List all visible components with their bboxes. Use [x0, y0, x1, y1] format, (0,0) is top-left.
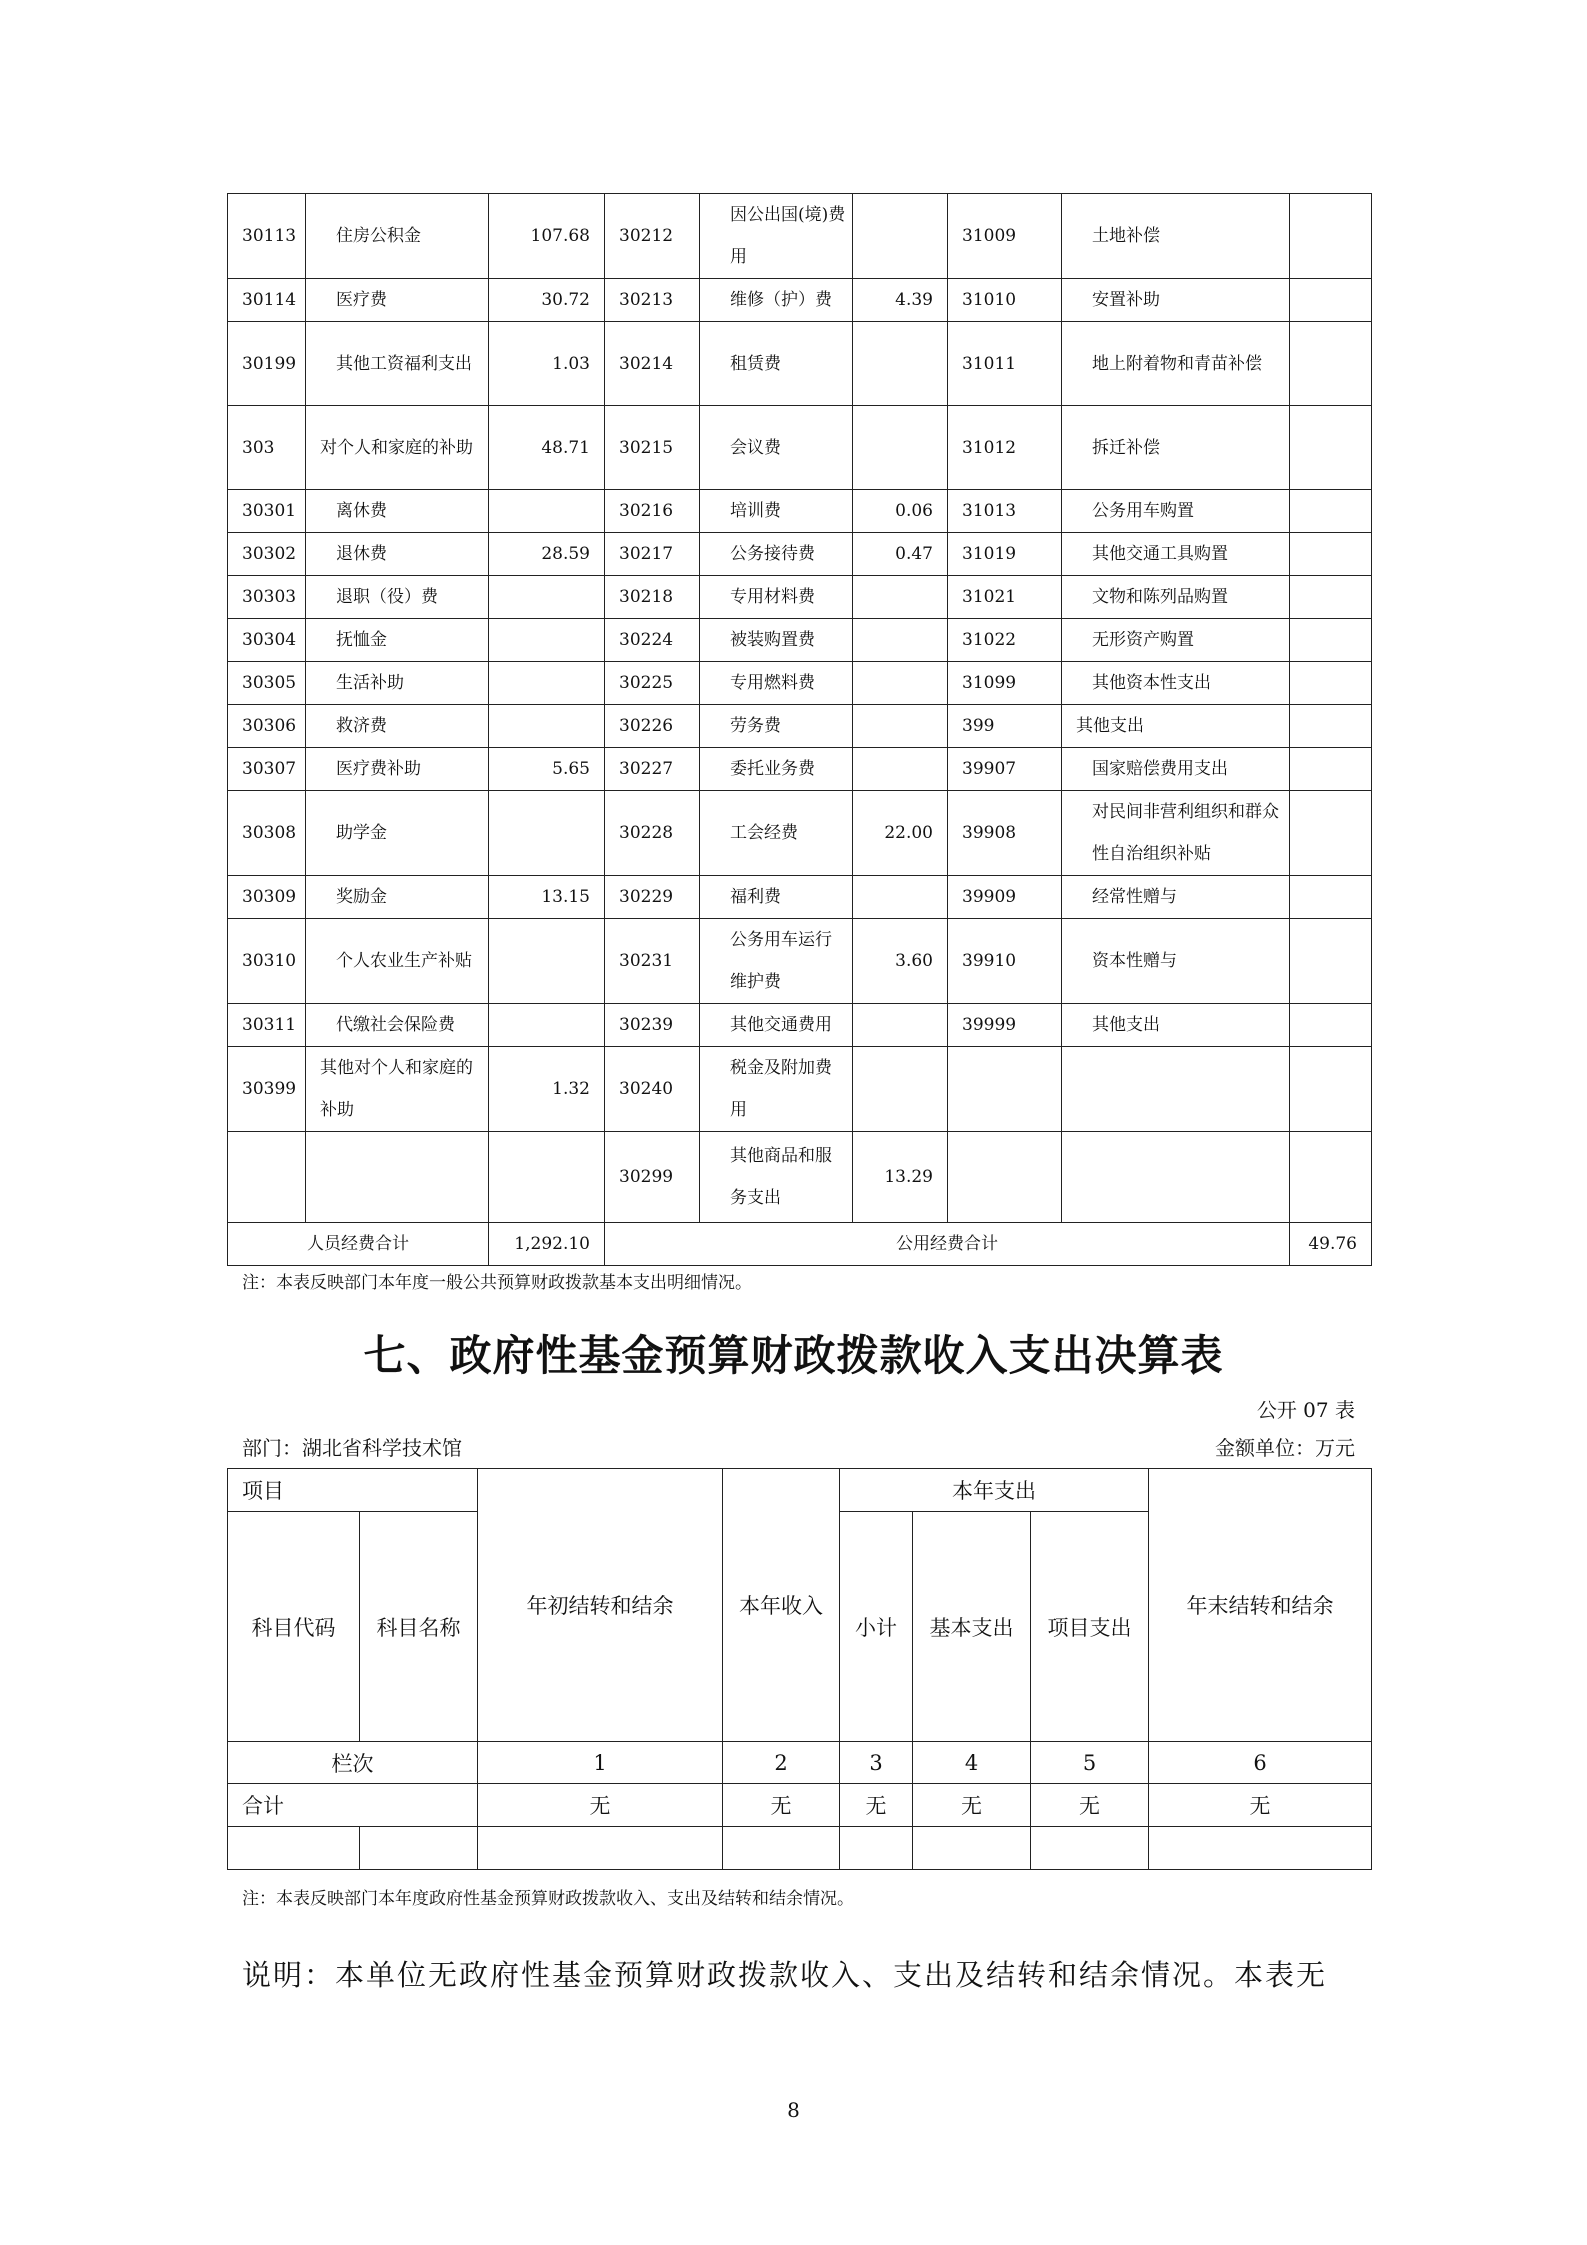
table-row	[228, 919, 1372, 1004]
subject-name-cell: 医疗费	[306, 279, 489, 322]
amount-cell	[1290, 322, 1372, 406]
subject-code-cell: 30303	[228, 576, 306, 619]
subject-name-cell: 租赁费	[700, 322, 853, 406]
empty-cell	[1031, 1827, 1149, 1870]
subject-name-cell: 退休费	[306, 533, 489, 576]
subject-code-cell: 30308	[228, 791, 306, 876]
amount-cell: 1.32	[489, 1047, 605, 1132]
amount-cell	[1290, 748, 1372, 791]
subject-code-cell: 30305	[228, 662, 306, 705]
subject-code-cell: 31019	[948, 533, 1062, 576]
subject-name-cell: 公务用车运行维护费	[700, 919, 853, 1004]
subject-code-cell: 30399	[228, 1047, 306, 1132]
subject-name-cell: 退职（役）费	[306, 576, 489, 619]
subject-code-cell: 30213	[605, 279, 700, 322]
header-opening: 年初结转和结余	[478, 1469, 723, 1742]
table-row	[228, 791, 1372, 876]
table-row	[228, 1047, 1372, 1132]
table-row	[228, 533, 1372, 576]
amount-cell: 30.72	[489, 279, 605, 322]
column-number-row	[228, 1742, 1372, 1784]
column-number: 1	[478, 1742, 723, 1784]
column-number: 3	[840, 1742, 913, 1784]
table-row	[228, 876, 1372, 919]
subject-code-cell: 30307	[228, 748, 306, 791]
amount-cell	[1290, 1132, 1372, 1223]
subject-name-cell: 无形资产购置	[1062, 619, 1290, 662]
total-row	[228, 1223, 1372, 1266]
column-number: 4	[913, 1742, 1031, 1784]
amount-cell	[489, 705, 605, 748]
subject-name-cell	[1062, 1047, 1290, 1132]
column-number: 5	[1031, 1742, 1149, 1784]
total-value: 无	[723, 1784, 840, 1827]
header-income: 本年收入	[723, 1469, 840, 1742]
amount-cell	[489, 619, 605, 662]
subject-code-cell: 39909	[948, 876, 1062, 919]
subject-code-cell: 30309	[228, 876, 306, 919]
department-label: 部门：湖北省科学技术馆	[242, 1436, 462, 1460]
subject-name-cell: 福利费	[700, 876, 853, 919]
subject-code-cell: 30114	[228, 279, 306, 322]
table-row	[228, 662, 1372, 705]
subject-name-cell: 其他资本性支出	[1062, 662, 1290, 705]
total-value: 无	[478, 1784, 723, 1827]
amount-cell	[1290, 406, 1372, 490]
table-number: 公开 07 表	[1256, 1398, 1355, 1422]
subject-code-cell: 31099	[948, 662, 1062, 705]
amount-cell	[853, 876, 948, 919]
subject-code-cell: 31013	[948, 490, 1062, 533]
subject-name-cell: 离休费	[306, 490, 489, 533]
column-number: 6	[1149, 1742, 1372, 1784]
table-row	[228, 322, 1372, 406]
subject-name-cell: 专用燃料费	[700, 662, 853, 705]
amount-cell	[853, 1004, 948, 1047]
amount-cell	[489, 1132, 605, 1223]
amount-cell	[853, 194, 948, 279]
amount-cell: 13.15	[489, 876, 605, 919]
header-name: 科目名称	[360, 1512, 478, 1742]
subject-name-cell: 其他支出	[1062, 705, 1290, 748]
personnel-total-label: 人员经费合计	[228, 1223, 489, 1266]
subject-code-cell: 30199	[228, 322, 306, 406]
subject-name-cell: 住房公积金	[306, 194, 489, 279]
empty-cell	[478, 1827, 723, 1870]
amount-cell	[853, 705, 948, 748]
empty-cell	[360, 1827, 478, 1870]
header-item: 项目	[228, 1469, 478, 1512]
subject-code-cell: 30301	[228, 490, 306, 533]
total-label: 合计	[228, 1784, 478, 1827]
amount-cell: 3.60	[853, 919, 948, 1004]
table-row	[228, 705, 1372, 748]
amount-cell	[489, 662, 605, 705]
header-subtotal: 小计	[840, 1512, 913, 1742]
empty-cell	[1149, 1827, 1372, 1870]
subject-code-cell: 30217	[605, 533, 700, 576]
amount-cell: 48.71	[489, 406, 605, 490]
subject-name-cell: 代缴社会保险费	[306, 1004, 489, 1047]
empty-cell	[840, 1827, 913, 1870]
total-value: 无	[840, 1784, 913, 1827]
subject-name-cell: 劳务费	[700, 705, 853, 748]
table-row	[228, 194, 1372, 279]
column-number: 2	[723, 1742, 840, 1784]
subject-name-cell: 奖励金	[306, 876, 489, 919]
subject-code-cell	[228, 1132, 306, 1223]
amount-cell	[853, 576, 948, 619]
table-row	[228, 490, 1372, 533]
subject-code-cell: 30299	[605, 1132, 700, 1223]
subject-name-cell: 其他对个人和家庭的补助	[306, 1047, 489, 1132]
amount-cell	[853, 406, 948, 490]
subject-code-cell: 30214	[605, 322, 700, 406]
subject-name-cell: 其他交通工具购置	[1062, 533, 1290, 576]
page-number: 8	[787, 2098, 800, 2122]
subject-name-cell: 拆迁补偿	[1062, 406, 1290, 490]
amount-cell: 13.29	[853, 1132, 948, 1223]
subject-name-cell: 专用材料费	[700, 576, 853, 619]
amount-cell	[489, 1004, 605, 1047]
subject-name-cell: 其他商品和服务支出	[700, 1132, 853, 1223]
subject-name-cell: 因公出国(境)费用	[700, 194, 853, 279]
subject-name-cell: 培训费	[700, 490, 853, 533]
subject-code-cell: 31012	[948, 406, 1062, 490]
header-project: 项目支出	[1031, 1512, 1149, 1742]
subject-code-cell: 39908	[948, 791, 1062, 876]
amount-cell	[853, 662, 948, 705]
subject-code-cell: 30306	[228, 705, 306, 748]
total-value: 无	[1031, 1784, 1149, 1827]
table-row	[228, 406, 1372, 490]
amount-cell	[1290, 619, 1372, 662]
subject-name-cell: 维修（护）费	[700, 279, 853, 322]
subject-code-cell: 30218	[605, 576, 700, 619]
table-row	[228, 748, 1372, 791]
subject-code-cell: 399	[948, 705, 1062, 748]
subject-name-cell	[306, 1132, 489, 1223]
subject-code-cell: 30310	[228, 919, 306, 1004]
header-code: 科目代码	[228, 1512, 360, 1742]
explanation-text: 说明：本单位无政府性基金预算财政拨款收入、支出及结转和结余情况。本表无	[242, 1958, 1328, 1992]
public-total-value: 49.76	[1290, 1223, 1372, 1266]
empty-cell	[228, 1827, 360, 1870]
subject-code-cell: 30212	[605, 194, 700, 279]
table-row	[228, 1132, 1372, 1223]
subject-name-cell: 土地补偿	[1062, 194, 1290, 279]
amount-cell: 0.47	[853, 533, 948, 576]
amount-cell	[489, 576, 605, 619]
subject-code-cell: 30226	[605, 705, 700, 748]
subject-code-cell: 30227	[605, 748, 700, 791]
table-row	[228, 279, 1372, 322]
total-value: 无	[1149, 1784, 1372, 1827]
section-title: 七、政府性基金预算财政拨款收入支出决算表	[363, 1331, 1224, 1380]
amount-cell: 0.06	[853, 490, 948, 533]
subject-code-cell: 39999	[948, 1004, 1062, 1047]
subject-name-cell: 国家赔偿费用支出	[1062, 748, 1290, 791]
amount-cell: 28.59	[489, 533, 605, 576]
header-expense: 本年支出	[840, 1469, 1149, 1512]
subject-name-cell: 对个人和家庭的补助	[306, 406, 489, 490]
subject-name-cell: 经常性赠与	[1062, 876, 1290, 919]
subject-name-cell: 对民间非营利组织和群众性自治组织补贴	[1062, 791, 1290, 876]
public-total-label: 公用经费合计	[605, 1223, 1290, 1266]
amount-cell	[853, 748, 948, 791]
subject-code-cell: 30224	[605, 619, 700, 662]
amount-cell	[853, 1047, 948, 1132]
subject-code-cell: 30240	[605, 1047, 700, 1132]
subject-name-cell: 税金及附加费用	[700, 1047, 853, 1132]
subject-name-cell: 救济费	[306, 705, 489, 748]
subject-code-cell: 31022	[948, 619, 1062, 662]
subject-name-cell: 其他支出	[1062, 1004, 1290, 1047]
amount-cell	[1290, 576, 1372, 619]
amount-cell	[853, 322, 948, 406]
amount-cell	[1290, 919, 1372, 1004]
amount-cell	[1290, 791, 1372, 876]
grand-total-row	[228, 1784, 1372, 1827]
amount-cell	[489, 919, 605, 1004]
subject-code-cell: 30113	[228, 194, 306, 279]
personnel-total-value: 1,292.10	[489, 1223, 605, 1266]
subject-code-cell: 30216	[605, 490, 700, 533]
table-note: 注：本表反映部门本年度一般公共预算财政拨款基本支出明细情况。	[242, 1273, 752, 1293]
amount-cell: 22.00	[853, 791, 948, 876]
unit-label: 金额单位：万元	[1215, 1436, 1355, 1460]
subject-name-cell: 地上附着物和青苗补偿	[1062, 322, 1290, 406]
amount-cell: 5.65	[489, 748, 605, 791]
amount-cell	[1290, 490, 1372, 533]
table-row	[228, 576, 1372, 619]
subject-name-cell: 生活补助	[306, 662, 489, 705]
table-row	[228, 1004, 1372, 1047]
amount-cell	[1290, 279, 1372, 322]
header-closing: 年末结转和结余	[1149, 1469, 1372, 1742]
subject-code-cell: 30302	[228, 533, 306, 576]
subject-code-cell: 39910	[948, 919, 1062, 1004]
subject-code-cell: 303	[228, 406, 306, 490]
amount-cell	[853, 619, 948, 662]
amount-cell	[1290, 876, 1372, 919]
header-basic: 基本支出	[913, 1512, 1031, 1742]
amount-cell	[1290, 1047, 1372, 1132]
expenditure-detail-table	[227, 193, 1372, 1266]
subject-code-cell: 31009	[948, 194, 1062, 279]
amount-cell	[1290, 705, 1372, 748]
subject-code-cell: 30228	[605, 791, 700, 876]
subject-name-cell: 助学金	[306, 791, 489, 876]
empty-row	[228, 1827, 1372, 1870]
empty-cell	[913, 1827, 1031, 1870]
subject-name-cell: 公务用车购置	[1062, 490, 1290, 533]
subject-name-cell: 其他交通费用	[700, 1004, 853, 1047]
subject-name-cell: 个人农业生产补贴	[306, 919, 489, 1004]
subject-name-cell: 抚恤金	[306, 619, 489, 662]
amount-cell: 4.39	[853, 279, 948, 322]
fund-budget-table	[227, 1468, 1372, 1870]
subject-code-cell: 31021	[948, 576, 1062, 619]
subject-code-cell: 30311	[228, 1004, 306, 1047]
amount-cell	[489, 490, 605, 533]
subject-code-cell	[948, 1047, 1062, 1132]
amount-cell	[1290, 1004, 1372, 1047]
subject-code-cell: 39907	[948, 748, 1062, 791]
subject-name-cell: 文物和陈列品购置	[1062, 576, 1290, 619]
subject-name-cell: 医疗费补助	[306, 748, 489, 791]
subject-name-cell	[1062, 1132, 1290, 1223]
empty-cell	[723, 1827, 840, 1870]
amount-cell	[1290, 662, 1372, 705]
amount-cell	[1290, 194, 1372, 279]
subject-name-cell: 委托业务费	[700, 748, 853, 791]
subject-code-cell: 30239	[605, 1004, 700, 1047]
subject-name-cell: 工会经费	[700, 791, 853, 876]
amount-cell	[489, 791, 605, 876]
subject-name-cell: 被装购置费	[700, 619, 853, 662]
subject-code-cell: 30231	[605, 919, 700, 1004]
subject-code-cell: 30229	[605, 876, 700, 919]
amount-cell: 107.68	[489, 194, 605, 279]
subject-code-cell: 31011	[948, 322, 1062, 406]
subject-name-cell: 会议费	[700, 406, 853, 490]
amount-cell	[1290, 533, 1372, 576]
subject-code-cell: 30304	[228, 619, 306, 662]
subject-name-cell: 公务接待费	[700, 533, 853, 576]
subject-code-cell: 30215	[605, 406, 700, 490]
subject-code-cell: 31010	[948, 279, 1062, 322]
table-row	[228, 619, 1372, 662]
subject-code-cell: 30225	[605, 662, 700, 705]
subject-name-cell: 安置补助	[1062, 279, 1290, 322]
subject-name-cell: 其他工资福利支出	[306, 322, 489, 406]
fund-table-note: 注：本表反映部门本年度政府性基金预算财政拨款收入、支出及结转和结余情况。	[242, 1889, 854, 1909]
amount-cell: 1.03	[489, 322, 605, 406]
total-value: 无	[913, 1784, 1031, 1827]
column-label: 栏次	[228, 1742, 478, 1784]
subject-code-cell	[948, 1132, 1062, 1223]
subject-name-cell: 资本性赠与	[1062, 919, 1290, 1004]
